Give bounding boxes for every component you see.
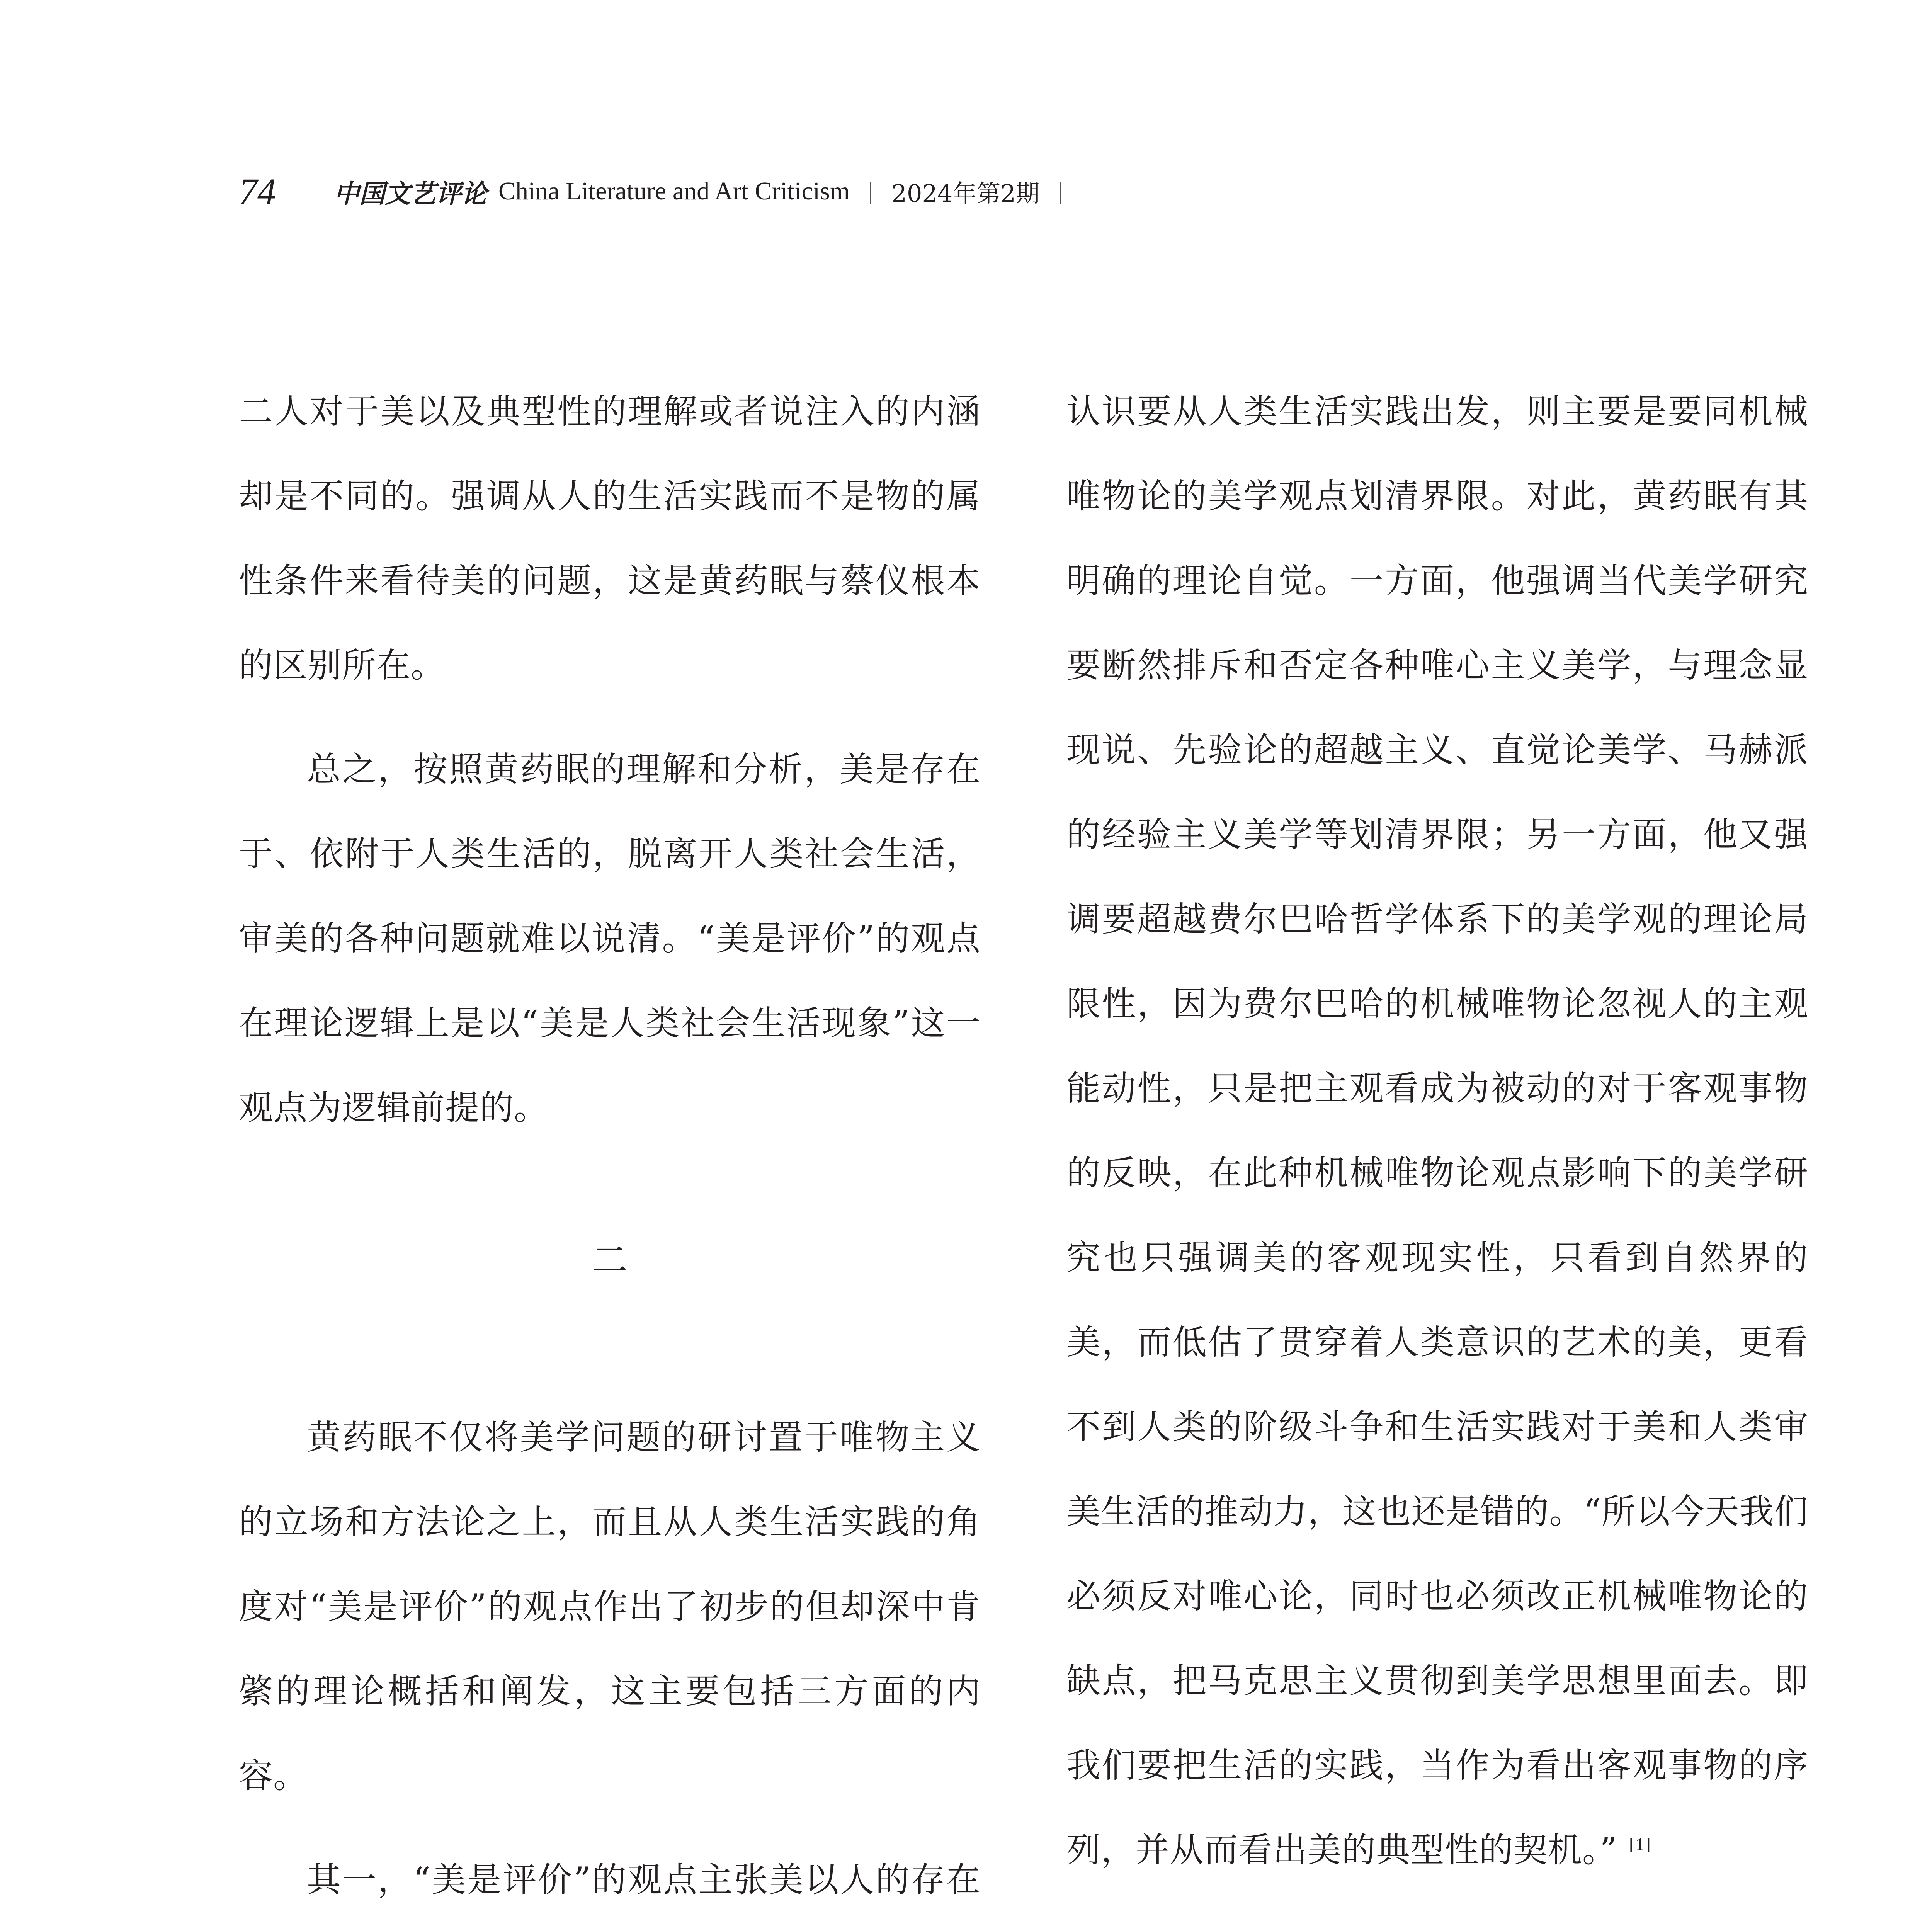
paragraph: 总之，按照黄药眠的理解和分析，美是存在于、依附于人类生活的，脱离开人类社会生活，审美的各种问题就难以说清。“美是评价”的观点在理论逻辑上是以“美是人类社会生活现象”这一观点为逻辑前提的。: [239, 749, 981, 1128]
header-separator: |: [868, 178, 873, 204]
right-column: [1066, 369, 1808, 1932]
journal-title-chinese: 中国文艺评论: [334, 178, 487, 209]
paragraph-continued: 二人对于美以及典型性的理解或者说注入的内涵却是不同的。强调从人的生活实践而不是物的属性条件来看待美的问题，这是黄药眠与蔡仪根本的区别所在。: [239, 391, 981, 685]
header-separator-end: |: [1058, 178, 1063, 204]
paragraph-text: 认识要从人类生活实践出发，则主要是要同机械唯物论的美学观点划清界限。对此，黄药眠有其明确的理论自觉。一方面，他强调当代美学研究要断然排斥和否定各种唯心主义美学，与理念显现说、先验论的超越主义、直觉论美学、马赫派的经验主义美学等划清界限；另一方面，他又强调要超越费尔巴哈哲学体系下的美学观的理论局限性，因为费尔巴哈的机械唯物论忽视人的主观能动性，只是把主观看成为被动的对于客观事物的反映，在此种机械唯物论观点影响下的美学研究也只强调美的客观现实性，只看到自然界的美，而低估了贯穿着人类意识的艺术的美，更看不到人类的阶级斗争和生活实践对于美和人类审美生活的推动力，这也还是错的。“所以今天我们必须反对唯心论，同时也必须改正机械唯物论的缺点，把马克思主义贯彻到美学思想里面去。即我们要把生活的实践，当作为看出客观事物的序列，并从而看出美的典型性的契机。”: [1066, 391, 1808, 1870]
paragraph-continued: [1066, 369, 1808, 1892]
journal-title-english: China Literature and Art Criticism: [498, 177, 850, 205]
paragraph: 其一，“美是评价”的观点主张美以人的存在: [307, 1860, 981, 1900]
issue-label: 2024年第2期: [891, 179, 1040, 207]
footnote-reference[interactable]: [1]: [1629, 1834, 1651, 1854]
paragraph: 黄药眠不仅将美学问题的研讨置于唯物主义的立场和方法论之上，而且从人类生活实践的角度对“美是评价”的观点作出了初步的但却深中肯綮的理论概括和阐发，这主要包括三方面的内容。: [239, 1417, 981, 1796]
section-heading: 二: [592, 1239, 628, 1281]
running-header: [239, 166, 1082, 216]
page-number: 74: [239, 170, 276, 212]
paragraph: [1066, 1912, 1808, 1932]
left-column: [239, 369, 981, 1932]
